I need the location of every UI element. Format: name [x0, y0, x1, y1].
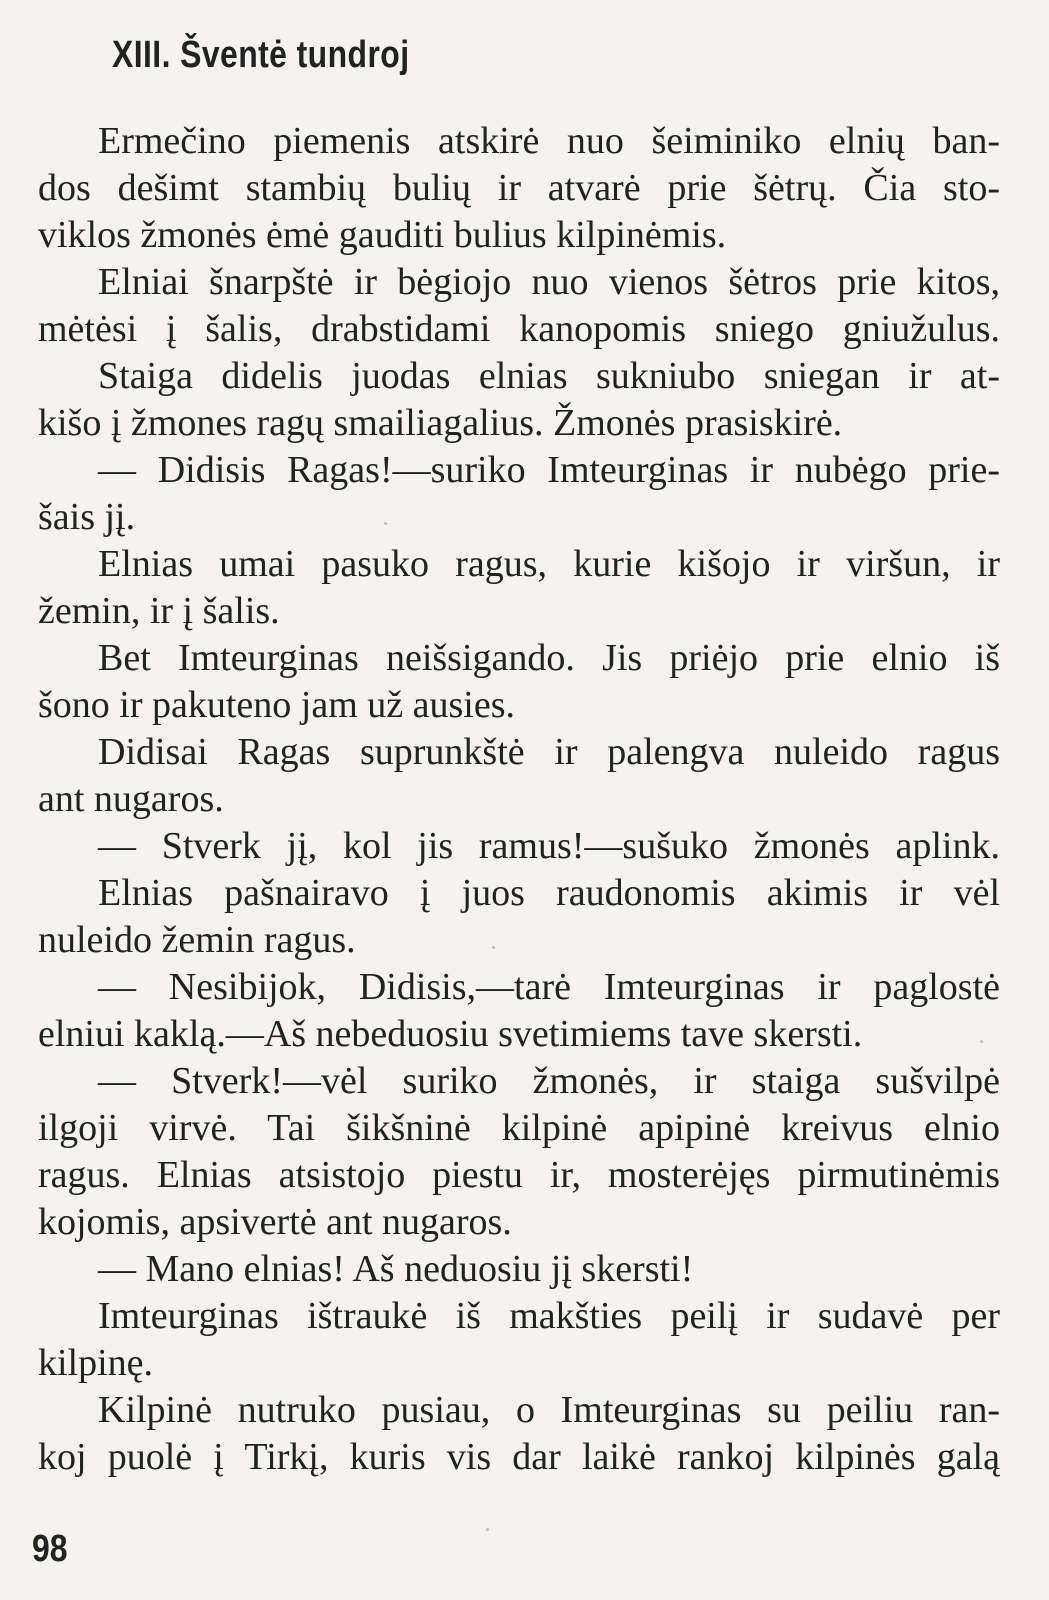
text-line: — Stverk jį, kol jis ramus!—sušuko žmonės aplink. — [98, 825, 1000, 867]
paper-speck — [492, 946, 495, 949]
text-line: Ermečino piemenis atskirė nuo šeiminiko elnių ban- — [98, 120, 1000, 162]
text-line: šais jį. — [38, 496, 136, 538]
page-number: 98 — [32, 1528, 68, 1570]
text-line: — Didisis Ragas!—suriko Imteurginas ir nubėgo prie- — [98, 449, 1000, 491]
text-body — [38, 118, 1000, 1481]
text-line: kišo į žmones ragų smailiagalius. Žmonės prasiskirė. — [38, 402, 843, 444]
text-line: ragus. Elnias atsistojo piestu ir, mosterėjęs pirmutinėmis — [38, 1154, 1000, 1196]
text-line: ant nugaros. — [38, 778, 224, 820]
text-line: Elnias pašnairavo į juos raudonomis akimis ir vėl — [98, 872, 1000, 914]
text-line: — Nesibijok, Didisis,—tarė Imteurginas ir paglostė — [98, 966, 1000, 1008]
text-line: dos dešimt stambių bulių ir atvarė prie šėtrų. Čia sto- — [38, 167, 1000, 209]
paper-speck — [980, 1040, 983, 1043]
text-line: viklos žmonės ėmė gauditi bulius kilpinėmis. — [38, 214, 727, 256]
chapter-heading: XIII. Šventė tundroj — [112, 34, 410, 76]
text-line: kilpinę. — [38, 1342, 154, 1384]
text-line: kojomis, apsivertė ant nugaros. — [38, 1201, 512, 1243]
text-line: elniui kaklą.—Aš nebeduosiu svetimiems tave skersti. — [38, 1013, 863, 1055]
paper-speck — [486, 1528, 489, 1531]
text-line: nuleido žemin ragus. — [38, 919, 356, 961]
text-line: Bet Imteurginas neišsigando. Jis priėjo prie elnio iš — [98, 637, 1000, 679]
text-line: Imteurginas ištraukė iš makšties peilį ir sudavė per — [98, 1295, 1000, 1337]
text-line: — Mano elnias! Aš neduosiu jį skersti! — [98, 1248, 694, 1290]
text-line: Kilpinė nutruko pusiau, o Imteurginas su peiliu ran- — [98, 1389, 1000, 1431]
text-line: Elnias umai pasuko ragus, kurie kišojo ir viršun, ir — [98, 543, 1000, 585]
paper-speck — [384, 522, 387, 525]
text-line: Staiga didelis juodas elnias sukniubo sniegan ir at- — [98, 355, 1000, 397]
text-line: Elniai šnarpštė ir bėgiojo nuo vienos šėtros prie kitos, — [98, 261, 1000, 303]
text-line: mėtėsi į šalis, drabstidami kanopomis sniego gniužulus. — [38, 308, 1000, 350]
text-line: koj puolė į Tirkį, kuris vis dar laikė rankoj kilpinės galą — [38, 1436, 1000, 1478]
text-line: — Stverk!—vėl suriko žmonės, ir staiga sušvilpė — [98, 1060, 1000, 1102]
text-line: žemin, ir į šalis. — [38, 590, 280, 632]
text-line: šono ir pakuteno jam už ausies. — [38, 684, 516, 726]
text-line: ilgoji virvė. Tai šikšninė kilpinė apipinė kreivus elnio — [38, 1107, 1000, 1149]
text-line: Didisai Ragas suprunkštė ir palengva nuleido ragus — [98, 731, 1000, 773]
